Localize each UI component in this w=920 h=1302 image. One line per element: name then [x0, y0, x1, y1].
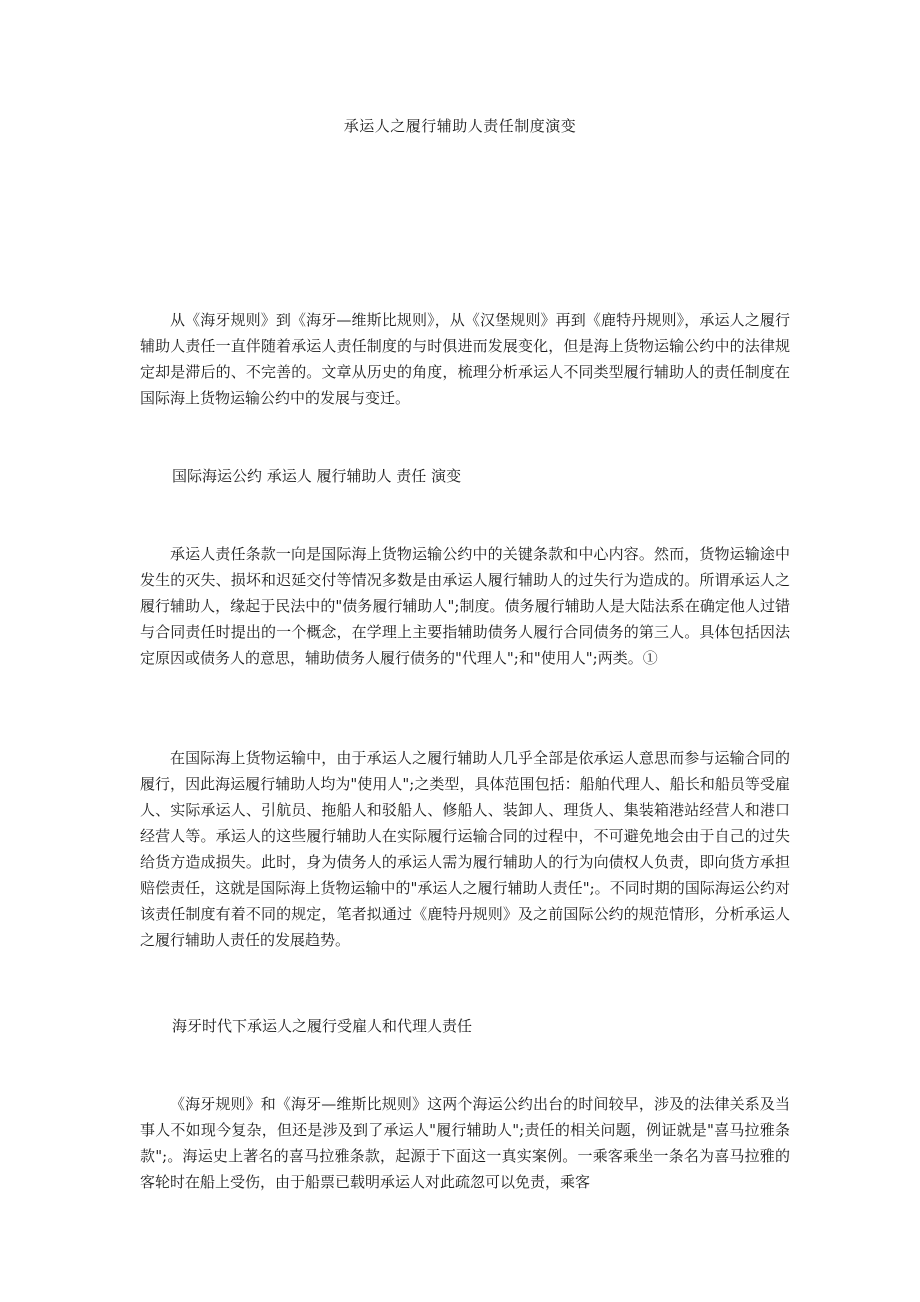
body-paragraph-2: 在国际海上货物运输中，由于承运人之履行辅助人几乎全部是依承运人意思而参与运输合同的履行，因此海运履行辅助人均为"使用人";之类型，具体范围包括：船舶代理人、船长和船员等受雇人、实际承运人、引航员、拖船人和驳船人、修船人、装卸人、理货人、集装箱港站经营人和港口经营人等。承运人的这些履行辅助人在实际履行运输合同的过程中，不可避免地会由于自己的过失给货方造成损失。此时，身为债务人的承运人需为履行辅助人的行为向债权人负责，即向货方承担赔偿责任，这就是国际海上货物运输中的"承运人之履行辅助人责任";。不同时期的国际海运公约对该责任制度有着不同的规定，笔者拟通过《鹿特丹规则》及之前国际公约的规范情形，分析承运人之履行辅助人责任的发展趋势。 — [140, 749, 790, 949]
section-heading: 海牙时代下承运人之履行受雇人和代理人责任 — [172, 1017, 473, 1035]
body-paragraph-3: 《海牙规则》和《海牙—维斯比规则》这两个海运公约出台的时间较早，涉及的法律关系及当事人不如现今复杂，但还是涉及到了承运人"履行辅助人";责任的相关问题，例证就是"喜马拉雅条款";。海运史上著名的喜马拉雅条款，起源于下面这一真实案例。一乘客乘坐一条名为喜马拉雅的客轮时在船上受伤，由于船票已载明承运人对此疏忽可以免责，乘客 — [140, 1095, 790, 1191]
abstract-paragraph: 从《海牙规则》到《海牙—维斯比规则》，从《汉堡规则》再到《鹿特丹规则》，承运人之履行辅助人责任一直伴随着承运人责任制度的与时俱进而发展变化，但是海上货物运输公约中的法律规定却是滞后的、不完善的。文章从历史的角度，梳理分析承运人不同类型履行辅助人的责任制度在国际海上货物运输公约中的发展与变迁。 — [140, 311, 790, 407]
keywords-line: 国际海运公约 承运人 履行辅助人 责任 演变 — [172, 467, 462, 485]
body-paragraph-1: 承运人责任条款一向是国际海上货物运输公约中的关键条款和中心内容。然而，货物运输途中发生的灭失、损坏和迟延交付等情况多数是由承运人履行辅助人的过失行为造成的。所谓承运人之履行辅助人，缘起于民法中的"债务履行辅助人";制度。债务履行辅助人是大陆法系在确定他人过错与合同责任时提出的一个概念，在学理上主要指辅助债务人履行合同债务的第三人。具体包括因法定原因或债务人的意思，辅助债务人履行债务的"代理人";和"使用人";两类。① — [140, 545, 790, 667]
document-title: 承运人之履行辅助人责任制度演变 — [343, 117, 577, 135]
